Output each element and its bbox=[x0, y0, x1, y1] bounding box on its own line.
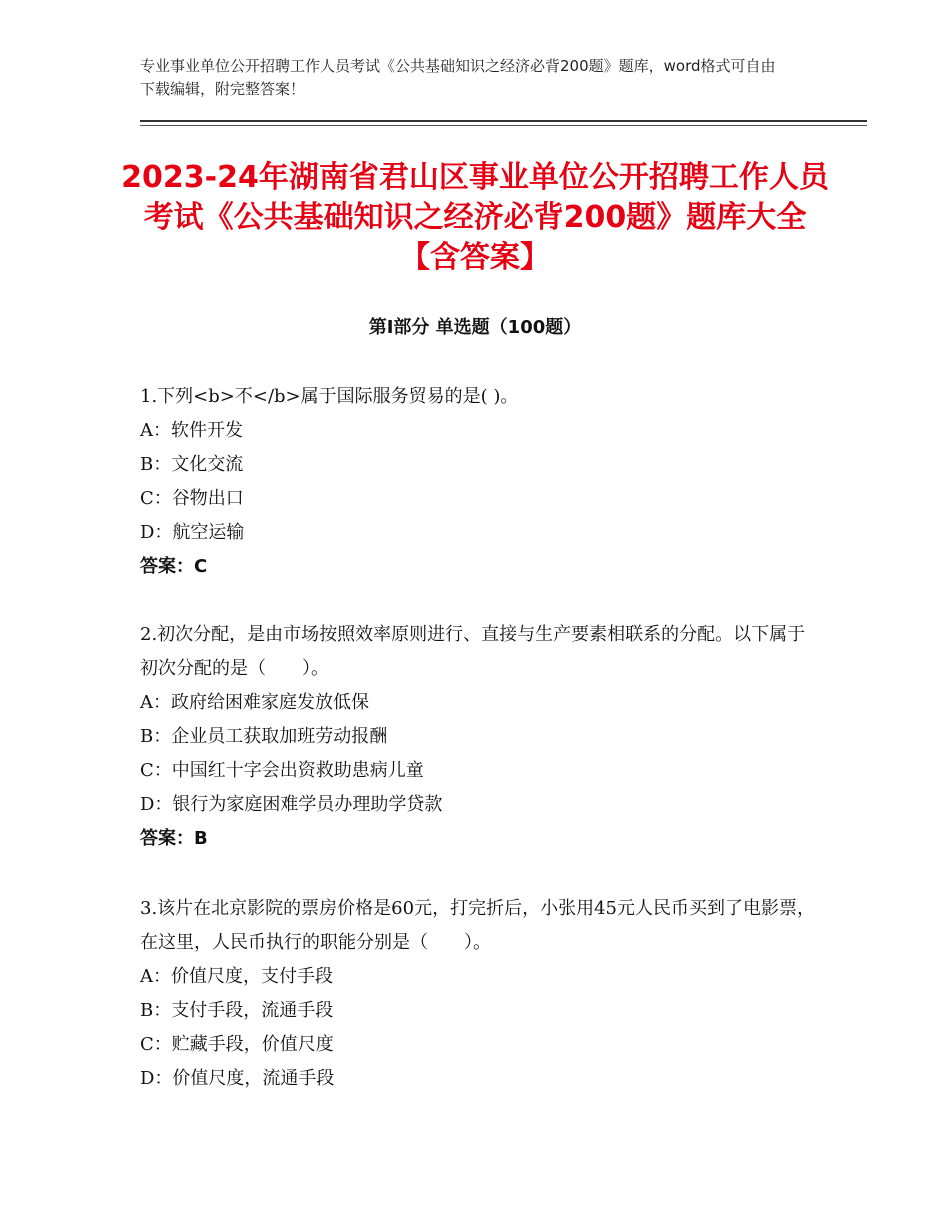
option-a: A：软件开发 bbox=[140, 420, 243, 441]
page-title: 2023-24年湖南省君山区事业单位公开招聘工作人员考试《公共基础知识之经济必背200题》题库大全【含答案】 bbox=[121, 160, 829, 275]
header-divider-thin bbox=[140, 125, 867, 126]
option-b: B：支付手段，流通手段 bbox=[140, 1000, 334, 1021]
question-stem: 2.初次分配，是由市场按照效率原则进行、直接与生产要素相联系的分配。以下属于初次分配的是（ ）。 bbox=[140, 624, 806, 679]
option-b: B：企业员工获取加班劳动报酬 bbox=[140, 726, 388, 747]
header-note: 专业事业单位公开招聘工作人员考试《公共基础知识之经济必背200题》题库，word格式可自由下载编辑，附完整答案！ bbox=[140, 57, 776, 98]
option-a: A：政府给困难家庭发放低保 bbox=[140, 692, 369, 713]
option-d: D：价值尺度，流通手段 bbox=[140, 1068, 335, 1089]
question-3 bbox=[140, 892, 820, 1096]
option-a: A：价值尺度，支付手段 bbox=[140, 966, 333, 987]
answer: 答案：B bbox=[140, 828, 208, 849]
option-d: D：银行为家庭困难学员办理助学贷款 bbox=[140, 794, 443, 815]
question-2 bbox=[140, 618, 820, 856]
option-c: C：贮藏手段，价值尺度 bbox=[140, 1034, 334, 1055]
option-c: C：谷物出口 bbox=[140, 488, 244, 509]
header-divider-thick bbox=[140, 120, 867, 122]
section-heading: 第Ⅰ部分 单选题（100题） bbox=[368, 317, 582, 338]
question-stem: 1.下列<b>不</b>属于国际服务贸易的是( )。 bbox=[140, 386, 519, 407]
question-stem: 3.该片在北京影院的票房价格是60元，打完折后，小张用45元人民币买到了电影票，在这里，人民币执行的职能分别是（ ）。 bbox=[140, 898, 815, 953]
option-d: D：航空运输 bbox=[140, 522, 245, 543]
option-b: B：文化交流 bbox=[140, 454, 244, 475]
option-c: C：中国红十字会出资救助患病儿童 bbox=[140, 760, 424, 781]
question-1 bbox=[140, 380, 820, 584]
answer: 答案：C bbox=[140, 556, 208, 577]
